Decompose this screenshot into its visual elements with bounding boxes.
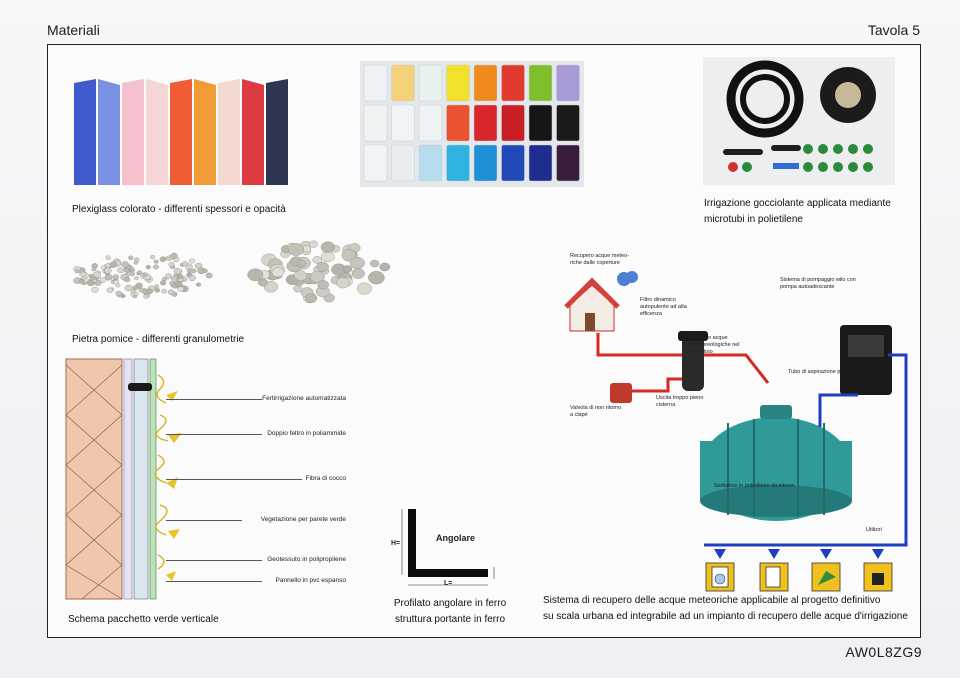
layer-leader-line [166,560,262,561]
pumice-stone [87,280,94,286]
rain-label: Recupero acque meteo-riche dalle coperture [570,253,630,266]
pumice-stone [153,265,158,269]
pumice-stone [298,261,306,268]
pumice-stone [294,271,307,281]
green-wall-section-image [62,355,196,605]
profile-title: Angolare [436,533,476,543]
water-recovery-diagram [558,255,908,593]
pumice-stone [196,283,200,286]
pumice-caption: Pietra pomice - differenti granulometrie [72,334,245,345]
color-swatch [419,65,442,101]
plexiglass-sheet [122,79,144,185]
plexiglass-sheet [98,79,120,185]
pumice-stone [113,275,119,280]
pumice-stone [206,273,212,278]
pumice-stone [357,283,371,295]
color-swatch [529,145,552,181]
color-swatch [392,105,415,141]
pumice-stone [309,241,317,248]
layer-label: Geotessuto in polipropilene [267,556,346,563]
recovery-caption-line-2: su scala urbana ed integrabile ad un impianto di recupero delle acque d'irrigazione [543,611,908,622]
color-swatch [529,105,552,141]
pumice-stone [248,269,263,281]
pumice-stone [380,263,390,271]
plexiglass-image [70,73,300,191]
color-swatch [502,65,525,101]
pumice-stone [134,261,138,264]
color-swatch [364,65,387,101]
pumice-stone [189,259,195,263]
color-swatch [474,65,497,101]
pumice-stone [144,294,149,298]
color-swatch [392,145,415,181]
color-swatch [474,105,497,141]
plexiglass-sheet [146,79,168,185]
pumice-stone [370,260,379,267]
pumice-stone [155,288,160,292]
pumice-stone [134,277,138,280]
profile-caption-line-2: struttura portante in ferro [394,614,506,625]
pumice-stone [154,260,158,263]
green-wall-caption: Schema pacchetto verde verticale [68,614,219,625]
pumice-stone [133,286,138,290]
pumice-stone [92,263,98,268]
color-swatch [474,145,497,181]
pumice-stone [75,270,79,273]
pumice-stone [169,262,175,266]
pumice-stone [105,275,112,281]
pumice-stone [177,287,183,292]
pumice-stone [139,288,143,291]
plexiglass-sheet [266,79,288,185]
color-swatch [447,105,470,141]
pumice-stone [368,271,384,284]
plexiglass-sheet [218,79,240,185]
pumice-stone [121,295,125,298]
pumice-stone [350,257,365,269]
layer-label: Fertirrigazione automatizzata [262,395,346,402]
profile-caption-line-1: Profilato angolare in ferro [393,598,507,609]
pumice-stone [182,261,187,265]
plexiglass-sheet [194,79,216,185]
color-swatch [557,145,580,181]
color-swatch [529,65,552,101]
pumice-stone [124,277,130,282]
pumice-stone [174,268,182,274]
pumice-stone [321,242,335,253]
tank-label: Serbatoio in polietilene da interro [714,483,795,489]
pumice-stone [343,266,352,273]
pumice-stone [175,281,182,287]
pumice-stone [191,269,196,273]
color-swatch [364,145,387,181]
pumice-stone [146,265,151,269]
pumice-stone [104,268,111,274]
pumice-stone [125,285,133,291]
color-swatch [502,145,525,181]
pumice-stone [155,285,159,288]
color-swatch [447,145,470,181]
overflow-label: Uscita troppo pieno cisterna [656,395,704,408]
pumice-stone [117,268,124,273]
document-code: AW0L8ZG9 [845,644,922,660]
layer-label: Vegetazione per parete verde [260,516,346,523]
pumice-stone [142,273,147,277]
color-swatch [419,105,442,141]
plexiglass-sheet [74,79,96,185]
color-swatch-image [360,61,584,187]
suction-label: Tubo di aspirazione pompa [788,369,855,375]
pumice-stone [130,272,135,276]
pump-label: Sistema di pompaggio wilo con pompa autoadescante [780,277,856,290]
pumice-stone [116,291,122,296]
pumice-stone [107,288,113,293]
uses-label: Utilizzi [866,527,882,533]
pumice-stone [133,295,137,298]
pumice-stone [160,281,166,286]
layer-label: Doppio feltro in poliammide [267,430,346,437]
color-swatch [419,145,442,181]
plexiglass-sheet [170,79,192,185]
pumice-stone [318,280,329,289]
color-swatch [447,65,470,101]
pumice-stone [171,253,178,259]
pumice-stone [336,278,349,289]
pumice-stone [168,290,174,295]
layer-label: Pannello in pvc espanso [275,577,346,584]
pumice-stone [110,262,117,268]
sheet-number: Tavola 5 [867,22,920,38]
profile-l-label: L= [444,580,453,587]
pumice-stone [92,287,99,293]
color-swatch [364,105,387,141]
pumice-stone [128,256,133,260]
plexiglass-caption: Plexiglass colorato - differenti spessori e opacità [72,204,286,215]
color-swatch [557,65,580,101]
pumice-stone [272,268,284,277]
irrigation-caption-line-1: Irrigazione gocciolante applicata mediante [704,198,891,209]
pumice-stone [137,271,142,275]
pumice-stone [203,269,208,273]
pumice-stone [124,269,128,272]
pumice-stone [79,279,85,284]
inlet-label: Ingresso acque meteoreologiche nel serbatoio [690,335,740,355]
pumice-stone [106,256,111,260]
pumice-stone [131,290,136,294]
layer-leader-line [166,399,262,400]
valve-label: Valvola di non ritorno a clapè [570,405,622,418]
filter-label: Filtro dinamico autopulente ad alta efficenza [640,297,687,317]
pumice-stone [162,277,167,281]
layer-leader-line [166,434,262,435]
pumice-stone-image [70,231,400,313]
pumice-stone [317,262,329,271]
pumice-stone [294,285,303,292]
pumice-stone [80,272,86,277]
recovery-caption-line-1: Sistema di recupero delle acque meteoriche applicabile al progetto definitivo [543,595,881,606]
pumice-stone [288,243,303,255]
drip-irrigation-image [703,57,895,185]
profile-h-label: H= [391,540,401,547]
layer-leader-line [166,581,262,582]
pumice-stone [305,294,317,303]
pumice-stone [352,268,365,278]
pumice-stone [114,280,119,284]
color-swatch [392,65,415,101]
angle-profile-drawing [396,503,506,591]
pumice-stone [160,257,166,262]
pumice-stone [189,275,196,280]
pumice-stone [171,277,177,282]
page-title: Materiali [47,22,100,38]
pumice-stone [121,262,128,268]
color-swatch [502,105,525,141]
pumice-stone [321,251,334,262]
pumice-stone [146,289,152,294]
pumice-stone [169,281,173,285]
content-frame [47,44,921,638]
layer-label: Fibra di cocco [305,475,346,482]
layer-leader-line [166,520,242,521]
layer-leader-line [166,479,302,480]
plexiglass-sheet [242,79,264,185]
irrigation-caption-line-2: microtubi in polietilene [704,214,803,225]
pumice-stone [162,289,167,293]
pumice-stone [150,255,155,259]
color-swatch [557,105,580,141]
